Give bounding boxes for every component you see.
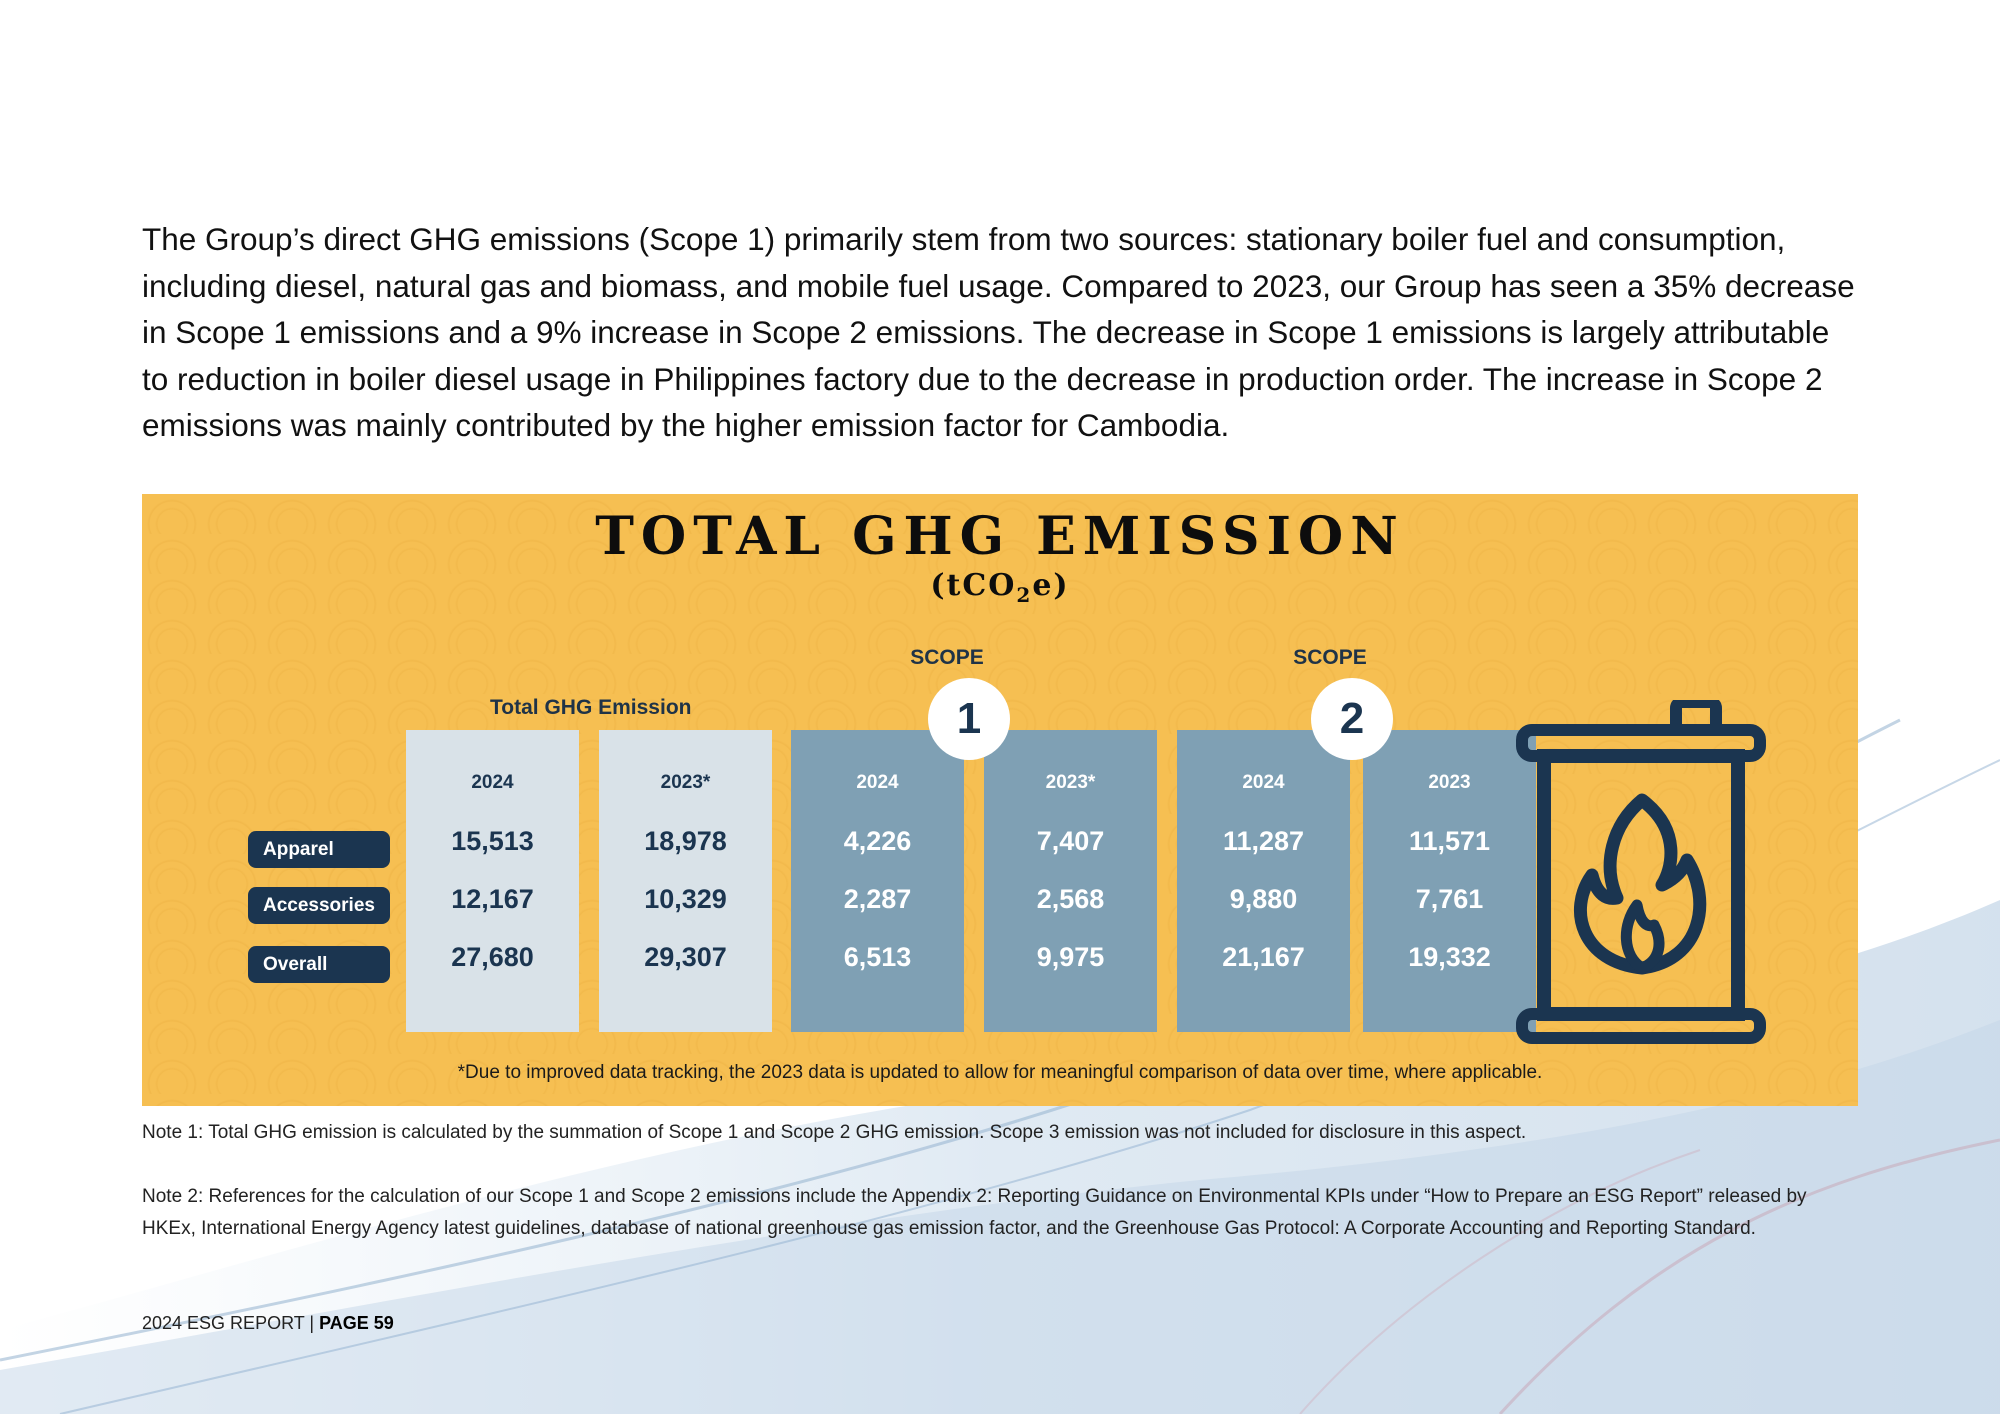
value-accessories: 7,761	[1415, 884, 1484, 914]
intro-paragraph: The Group’s direct GHG emissions (Scope 1) primarily stem from two sources: stationary boiler fuel and consumption, including diesel, natural gas and biomass, and mobile fuel usage. Compared to 2023, our Group has seen a 35% decrease in Scope 1 emissions and a 9% increase in Scope 2 emissions. The decrease in Scope 1 emissions is largely attributable to reduction in boiler diesel usage in Philippines factory due to the decrease in production order. The increase in Scope 2 emissions was mainly contributed by the higher emission factor for Cambodia.	[142, 221, 1855, 443]
scope1-label: SCOPE	[910, 646, 984, 669]
value-overall: 6,513	[843, 942, 912, 972]
ghg-infographic	[142, 494, 1858, 1106]
value-accessories: 2,287	[843, 884, 912, 914]
column-year: 2024	[856, 772, 899, 793]
note-2: Note 2: References for the calculation of our Scope 1 and Scope 2 emissions include the Appendix 2: Reporting Guidance on Environmental KPIs under “How to Prepare an ESG Report” released by HKEx, International Energy Agency latest guidelines, database of national greenhouse gas emission factor, and the Greenhouse Gas Protocol: A Corporate Accounting and Reporting Standard.	[142, 1186, 1807, 1239]
page-footer	[142, 1313, 394, 1334]
value-accessories: 12,167	[451, 884, 534, 914]
footer-report-label: 2024 ESG REPORT |	[142, 1313, 320, 1333]
column-year: 2024	[1242, 772, 1285, 793]
row-label-accessories: Accessories	[248, 887, 390, 924]
value-overall: 9,975	[1036, 942, 1105, 972]
total-2024-column	[406, 730, 579, 1032]
row-label-overall: Overall	[248, 946, 390, 983]
note-1: Note 1: Total GHG emission is calculated by the summation of Scope 1 and Scope 2 GHG emission. Scope 3 emission was not included for disclosure in this aspect.	[142, 1122, 1527, 1143]
column-year: 2024	[471, 772, 514, 793]
scope2-label: SCOPE	[1293, 646, 1367, 669]
fuel-can-flame-icon	[1512, 700, 1770, 1044]
infographic-footnote: *Due to improved data tracking, the 2023 data is updated to allow for meaningful comparison of data over time, where applicable.	[457, 1062, 1543, 1083]
value-overall: 19,332	[1408, 942, 1491, 972]
value-accessories: 9,880	[1229, 884, 1298, 914]
value-overall: 29,307	[644, 942, 727, 972]
value-apparel: 11,287	[1222, 826, 1305, 856]
value-accessories: 2,568	[1036, 884, 1105, 914]
value-accessories: 10,329	[644, 884, 727, 914]
scope1-badge: 1	[928, 678, 1010, 760]
column-year: 2023*	[660, 772, 711, 793]
total-2023-column	[599, 730, 772, 1032]
scope1-2023-column	[984, 730, 1157, 1032]
value-apparel: 7,407	[1036, 826, 1105, 856]
scope2-badge: 2	[1311, 678, 1393, 760]
value-overall: 27,680	[451, 942, 534, 972]
value-apparel: 18,978	[644, 826, 727, 856]
value-apparel: 4,226	[843, 826, 912, 856]
total-ghg-heading: Total GHG Emission	[490, 696, 692, 719]
value-apparel: 15,513	[451, 826, 534, 856]
column-year: 2023*	[1045, 772, 1096, 793]
value-overall: 21,167	[1222, 942, 1305, 972]
infographic-title: TOTAL GHG EMISSION	[595, 506, 1405, 567]
scope2-2024-column	[1177, 730, 1350, 1032]
scope1-2024-column	[791, 730, 964, 1032]
row-label-apparel: Apparel	[248, 831, 390, 868]
infographic-unit: (tCO$_2$e)	[930, 568, 1070, 607]
column-year: 2023	[1428, 772, 1471, 793]
footer-page-number: PAGE 59	[319, 1313, 394, 1333]
value-apparel: 11,571	[1408, 826, 1491, 856]
scope2-2023-column	[1363, 730, 1536, 1032]
